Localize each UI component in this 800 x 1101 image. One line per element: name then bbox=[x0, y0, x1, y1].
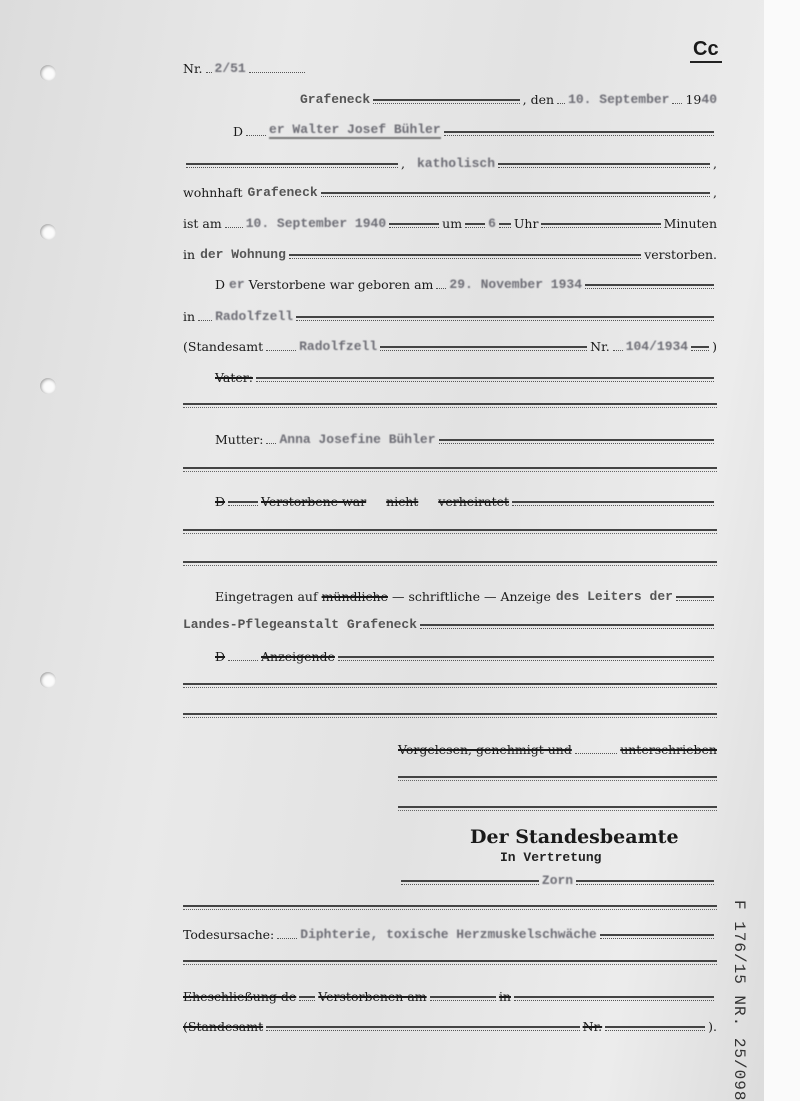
eingetragen-label: Eingetragen auf bbox=[215, 589, 318, 604]
marital-text: Verstorbene war bbox=[261, 494, 367, 509]
dotted-fill bbox=[576, 883, 714, 885]
dotted-fill bbox=[338, 659, 714, 661]
dotted-fill bbox=[225, 226, 243, 228]
death-time-row bbox=[183, 211, 717, 231]
d-label: D bbox=[233, 124, 244, 139]
dotted-fill bbox=[266, 442, 276, 444]
mutter-label: Mutter: bbox=[215, 432, 264, 447]
uhr-label: Uhr bbox=[513, 216, 539, 231]
dotted-fill bbox=[380, 349, 587, 351]
in-label: in bbox=[498, 989, 511, 1004]
standesamt-label: (Standesamt bbox=[183, 1019, 264, 1034]
residence-row: wohnhaft Grafeneck , bbox=[183, 185, 717, 200]
religion-row: , katholisch , bbox=[183, 151, 717, 171]
in-label: in bbox=[183, 247, 196, 262]
birth-place: Radolfzell bbox=[215, 309, 294, 324]
dotted-fill bbox=[465, 226, 485, 228]
mother-row bbox=[215, 427, 717, 447]
dotted-fill bbox=[389, 226, 439, 228]
dotted-fill bbox=[436, 287, 446, 289]
informant: des Leiters der bbox=[555, 589, 673, 604]
dotted-fill bbox=[444, 134, 714, 136]
place-date-row bbox=[300, 87, 717, 107]
page-edge bbox=[764, 0, 800, 1101]
residence: Grafeneck bbox=[247, 185, 318, 200]
blank-line bbox=[398, 776, 717, 781]
year-prefix: 19 bbox=[685, 92, 702, 107]
ist-am-label: ist am bbox=[183, 216, 222, 231]
dotted-fill bbox=[266, 349, 296, 351]
death-date: 10. September 1940 bbox=[245, 216, 387, 231]
d-label: D bbox=[215, 494, 226, 509]
dotted-fill bbox=[289, 257, 641, 259]
dotted-fill bbox=[266, 1029, 580, 1031]
dotted-fill bbox=[605, 1029, 705, 1031]
dotted-fill bbox=[299, 999, 315, 1001]
marital-text: nicht bbox=[386, 494, 419, 509]
dotted-fill bbox=[228, 504, 258, 506]
blank-line bbox=[183, 960, 717, 965]
nr-value: 2/51 bbox=[214, 61, 246, 76]
name-row bbox=[233, 119, 717, 139]
nr-label: Nr. bbox=[590, 339, 610, 354]
blank-line bbox=[183, 403, 717, 408]
dotted-fill bbox=[585, 287, 714, 289]
nr-label: Nr. bbox=[183, 61, 203, 76]
anzeigende-label: Anzeigende bbox=[261, 649, 335, 664]
birth-place-row bbox=[183, 304, 717, 324]
dotted-fill bbox=[499, 226, 511, 228]
nr-label: Nr. bbox=[582, 1019, 603, 1034]
registrar-title: Der Standesbeamte bbox=[470, 826, 679, 848]
registration-row bbox=[215, 584, 717, 604]
den-label: , den bbox=[522, 92, 555, 107]
anzeigende-row bbox=[215, 644, 717, 664]
death-hour: 6 bbox=[488, 216, 496, 231]
dotted-fill bbox=[198, 319, 212, 321]
vorgelesen-label: Vorgelesen, genehmigt und bbox=[398, 742, 572, 757]
verstorben-label: verstorben. bbox=[644, 247, 717, 262]
d-label: D bbox=[215, 277, 226, 292]
dotted-fill bbox=[541, 226, 660, 228]
verstorbenen-am-label: Verstorbenen am bbox=[318, 989, 427, 1004]
blank-line bbox=[183, 713, 717, 718]
year-suffix: 40 bbox=[701, 92, 717, 107]
blank-line bbox=[183, 561, 717, 566]
todesursache-label: Todesursache: bbox=[183, 927, 275, 942]
dotted-fill bbox=[613, 349, 623, 351]
birth-registry: Radolfzell bbox=[299, 339, 378, 354]
birth-registry-number: 104/1934 bbox=[625, 339, 689, 354]
birth-label: Verstorbene war geboren am bbox=[248, 277, 434, 292]
standesamt-label: (Standesamt bbox=[183, 339, 264, 354]
marriage-row bbox=[183, 984, 717, 1004]
registrar-signature-row bbox=[398, 868, 717, 888]
punch-hole bbox=[40, 672, 56, 688]
dotted-fill bbox=[514, 999, 714, 1001]
blank-line bbox=[398, 806, 717, 811]
blank-line bbox=[183, 905, 717, 910]
punch-hole bbox=[40, 65, 56, 81]
religion: katholisch bbox=[417, 156, 496, 171]
dotted-fill bbox=[430, 999, 496, 1001]
dotted-fill bbox=[439, 442, 714, 444]
dotted-fill bbox=[256, 380, 714, 382]
marital-row bbox=[215, 489, 717, 509]
dotted-fill bbox=[296, 319, 714, 321]
dotted-fill bbox=[691, 349, 709, 351]
schriftliche-label: — schriftliche — Anzeige bbox=[391, 589, 551, 604]
place: Grafeneck bbox=[300, 92, 371, 107]
dotted-fill bbox=[321, 195, 710, 197]
punch-hole bbox=[40, 378, 56, 394]
close-paren: ). bbox=[708, 1019, 717, 1034]
death-place-row bbox=[183, 242, 717, 262]
dotted-fill bbox=[401, 883, 539, 885]
archive-stamp: F 176/15 NR. 25/098 bbox=[730, 900, 748, 1101]
muendliche-label: mündliche bbox=[321, 589, 388, 604]
cause-of-death: Diphterie, toxische Herzmuskelschwäche bbox=[300, 927, 597, 942]
wohnhaft-label: wohnhaft bbox=[183, 185, 243, 200]
close-paren: ) bbox=[712, 339, 717, 354]
read-approved-row bbox=[398, 737, 717, 757]
dotted-fill bbox=[600, 937, 714, 939]
cause-row bbox=[183, 922, 717, 942]
dotted-fill bbox=[206, 71, 212, 73]
dotted-fill bbox=[498, 166, 710, 168]
dotted-fill bbox=[672, 102, 682, 104]
marriage-registry-row bbox=[183, 1014, 717, 1034]
marital-text: verheiratet bbox=[438, 494, 510, 509]
father-row bbox=[215, 365, 717, 385]
blank-line bbox=[183, 683, 717, 688]
death-place: der Wohnung bbox=[200, 247, 286, 262]
deceased-name: er Walter Josef Bühler bbox=[269, 122, 441, 137]
register-number-row bbox=[183, 56, 308, 76]
dotted-fill bbox=[186, 166, 398, 168]
deputy-label: In Vertretung bbox=[500, 850, 602, 865]
in-label: in bbox=[183, 309, 196, 324]
um-label: um bbox=[442, 216, 463, 231]
d-suffix: er bbox=[229, 277, 245, 292]
punch-hole bbox=[40, 224, 56, 240]
date: 10. September bbox=[568, 92, 670, 107]
dotted-fill bbox=[249, 71, 305, 73]
informant-row bbox=[183, 612, 717, 632]
eheschliessung-label: Eheschließung de bbox=[183, 989, 297, 1004]
dotted-fill bbox=[420, 627, 714, 629]
unterschrieben-label: unterschrieben bbox=[620, 742, 717, 757]
registrar-name: Zorn bbox=[541, 873, 574, 888]
informant: Landes-Pflegeanstalt Grafeneck bbox=[183, 617, 418, 632]
dotted-fill bbox=[676, 599, 714, 601]
dotted-fill bbox=[373, 102, 519, 104]
dotted-fill bbox=[512, 504, 714, 506]
birth-date: 29. November 1934 bbox=[449, 277, 583, 292]
corner-mark: Cc bbox=[690, 38, 722, 63]
birth-date-row bbox=[215, 272, 717, 292]
birth-registry-row bbox=[183, 334, 717, 354]
dotted-fill bbox=[228, 659, 258, 661]
minuten-label: Minuten bbox=[663, 216, 717, 231]
dotted-fill bbox=[557, 102, 565, 104]
dotted-fill bbox=[246, 134, 266, 136]
blank-line bbox=[183, 529, 717, 534]
blank-line bbox=[183, 467, 717, 472]
dotted-fill bbox=[575, 752, 617, 754]
vater-label: Vater: bbox=[215, 370, 253, 385]
mother-name: Anna Josefine Bühler bbox=[279, 432, 436, 447]
dotted-fill bbox=[277, 937, 297, 939]
d-label: D bbox=[215, 649, 226, 664]
